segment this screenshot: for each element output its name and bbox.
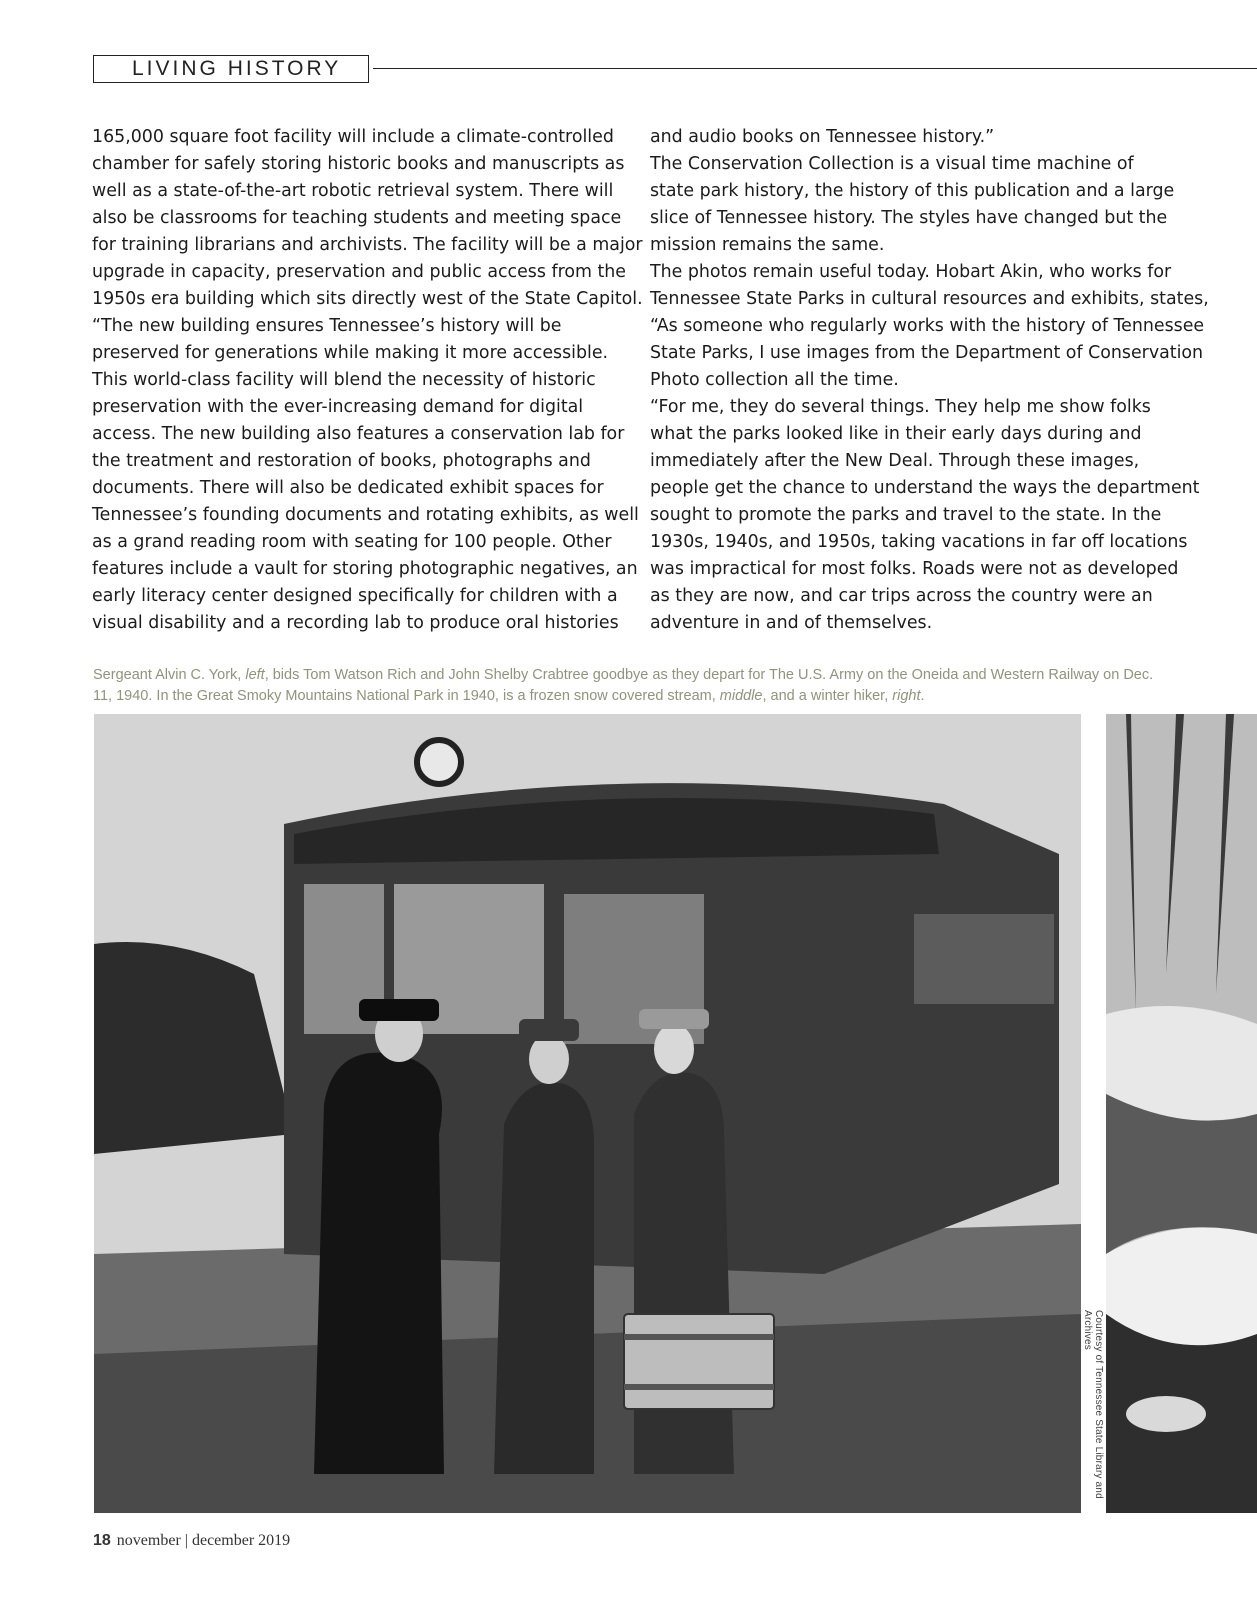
winter-stream-illustration <box>1106 714 1257 1513</box>
train-photo <box>94 714 1081 1513</box>
right-column-line: people get the chance to understand the ways the department <box>650 478 1200 498</box>
right-column-line: The photos remain useful today. Hobart Akin, who works for <box>650 262 1172 282</box>
right-column-line: and audio books on Tennessee history.” <box>650 127 995 147</box>
winter-stream-photo <box>1106 714 1257 1513</box>
right-column-line: mission remains the same. <box>650 235 885 255</box>
page-footer <box>93 1532 290 1550</box>
article-left-column <box>92 124 643 637</box>
left-column-line: preserved for generations while making it more accessible. <box>92 343 609 363</box>
left-column-line: 1950s era building which sits directly west of the State Capitol. <box>92 289 643 309</box>
article-right-column <box>650 124 1209 637</box>
right-column-line: state park history, the history of this publication and a large <box>650 181 1175 201</box>
left-column-line: for training librarians and archivists. The facility will be a major <box>92 235 643 255</box>
caption-line-2: 11, 1940. In the Great Smoky Mountains National Park in 1940, is a frozen snow covered stream, middle, and a winter hiker, right. <box>93 688 925 704</box>
right-column-line: 1930s, 1940s, and 1950s, taking vacations in far off locations <box>650 532 1188 552</box>
right-column-line: “For me, they do several things. They help me show folks <box>650 397 1151 417</box>
right-column-line: “As someone who regularly works with the history of Tennessee <box>650 316 1205 336</box>
right-column-line: State Parks, I use images from the Department of Conservation <box>650 343 1204 363</box>
left-column-line: early literacy center designed specifically for children with a <box>92 586 618 606</box>
caption-line-1: Sergeant Alvin C. York, left, bids Tom Watson Rich and John Shelby Crabtree goodbye as they depart for The U.S. Army on the Oneida and Western Railway on Dec. <box>93 667 1154 683</box>
left-column-line: also be classrooms for teaching students and meeting space <box>92 208 622 228</box>
page-number: 18 <box>93 1532 111 1549</box>
left-column-line: documents. There will also be dedicated exhibit spaces for <box>92 478 604 498</box>
section-label: LIVING HISTORY <box>93 55 369 83</box>
photo-credit: Courtesy of Tennessee State Library and Archives <box>1082 1310 1104 1499</box>
right-column-line: Photo collection all the time. <box>650 370 899 390</box>
left-column-line: upgrade in capacity, preservation and public access from the <box>92 262 626 282</box>
left-column-line: access. The new building also features a conservation lab for <box>92 424 625 444</box>
left-column-line: well as a state-of-the-art robotic retrieval system. There will <box>92 181 614 201</box>
header-rule <box>373 68 1257 69</box>
section-header <box>93 55 1257 85</box>
right-column-line: slice of Tennessee history. The styles have changed but the <box>650 208 1168 228</box>
right-column-line: was impractical for most folks. Roads were not as developed <box>650 559 1179 579</box>
left-column-line: visual disability and a recording lab to produce oral histories <box>92 613 619 633</box>
right-column-line: sought to promote the parks and travel to the state. In the <box>650 505 1162 525</box>
right-column-line: Tennessee State Parks in cultural resources and exhibits, states, <box>650 289 1209 309</box>
left-column-line: as a grand reading room with seating for 100 people. Other <box>92 532 612 552</box>
left-column-line: preservation with the ever-increasing demand for digital <box>92 397 584 417</box>
right-column-line: adventure in and of themselves. <box>650 613 933 633</box>
right-column-line: as they are now, and car trips across the country were an <box>650 586 1153 606</box>
train-photo-illustration <box>94 714 1081 1513</box>
issue-date: november | december 2019 <box>116 1532 291 1549</box>
right-column-line: The Conservation Collection is a visual time machine of <box>650 154 1134 174</box>
left-column-line: features include a vault for storing photographic negatives, an <box>92 559 638 579</box>
left-column-line: “The new building ensures Tennessee’s history will be <box>92 316 562 336</box>
left-column-line: This world-class facility will blend the necessity of historic <box>92 370 596 390</box>
left-column-line: chamber for safely storing historic books and manuscripts as <box>92 154 625 174</box>
photo-caption <box>93 665 1183 707</box>
left-column-line: 165,000 square foot facility will include a climate-controlled <box>92 127 614 147</box>
right-column-line: immediately after the New Deal. Through these images, <box>650 451 1140 471</box>
right-column-line: what the parks looked like in their early days during and <box>650 424 1142 444</box>
left-column-line: the treatment and restoration of books, photographs and <box>92 451 591 471</box>
left-column-line: Tennessee’s founding documents and rotating exhibits, as well <box>92 505 639 525</box>
